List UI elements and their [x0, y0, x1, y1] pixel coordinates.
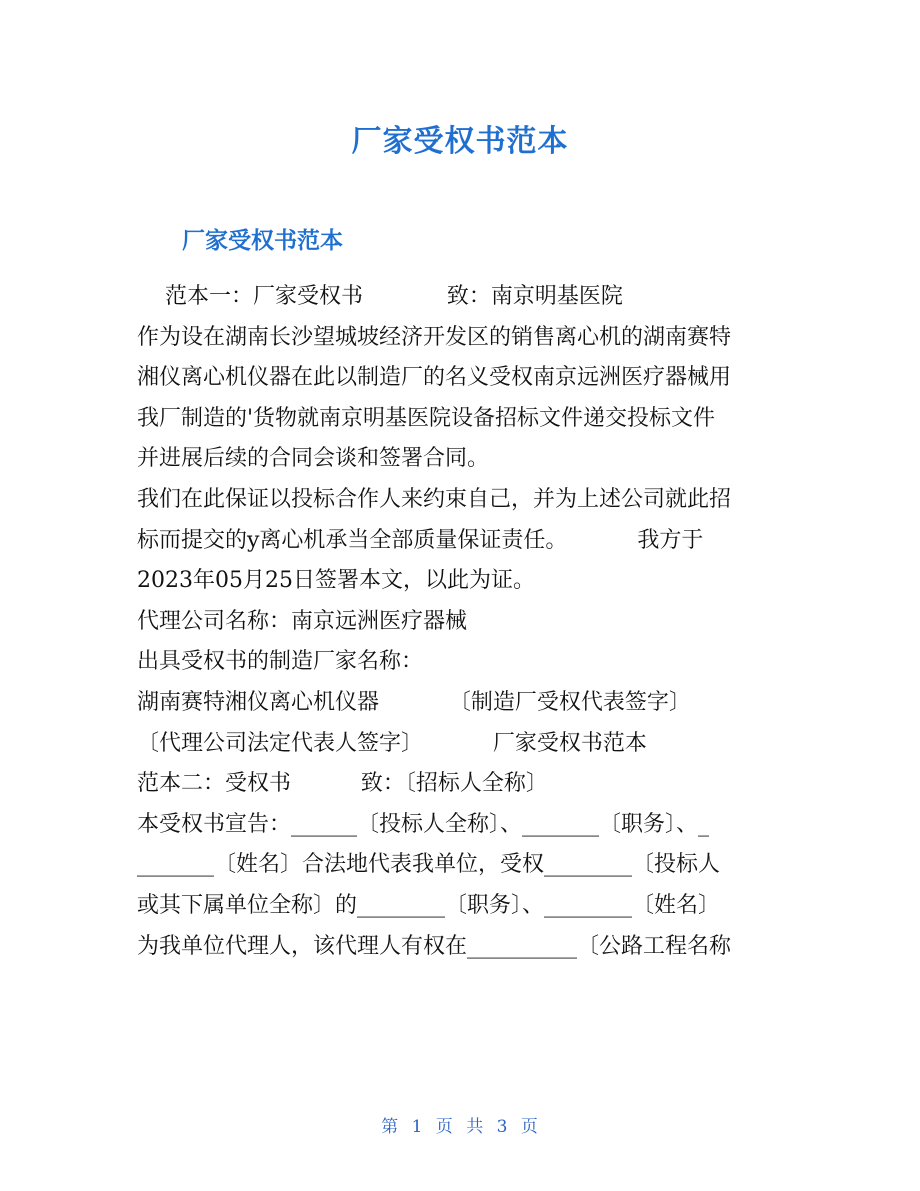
body-line: 湘仪离心机仪器在此以制造厂的名义受权南京远洲医疗器械用: [137, 365, 732, 391]
section-title: 厂家受权书范本: [182, 228, 343, 254]
page-label-prefix: 第: [381, 1117, 400, 1137]
page-total: 3: [496, 1117, 509, 1137]
document-title: 厂家受权书范本: [351, 124, 569, 159]
page-label-suffix: 页: [520, 1117, 539, 1137]
body-line: 2023年05月25日签署本文，以此为证。: [137, 568, 535, 594]
body-line: 并进展后续的合同会谈和签署合同。: [137, 446, 490, 472]
page-label-mid2: 共: [466, 1117, 485, 1137]
body-line: 作为设在湖南长沙望城坡经济开发区的销售离心机的湖南赛特: [137, 324, 732, 350]
body-line: 出具受权书的制造厂家名称：: [137, 649, 424, 675]
body-line: _______〔姓名〕合法地代表我单位，受权________〔投标人: [137, 852, 721, 878]
body-line: 〔代理公司法定代表人签字〕 厂家受权书范本: [137, 730, 647, 756]
body-line: 本受权书宣告：______〔投标人全称〕、_______〔职务〕、_: [137, 811, 710, 837]
body-line: 我厂制造的'货物就南京明基医院设备招标文件递交投标文件: [137, 405, 716, 431]
document-body: [137, 277, 787, 967]
page-label-mid1: 页: [435, 1117, 454, 1137]
body-line: 我们在此保证以投标合作人来约束自己，并为上述公司就此招: [137, 486, 732, 512]
body-line: 或其下属单位全称〕的________〔职务〕、________〔姓名〕: [137, 892, 721, 918]
body-line: 为我单位代理人，该代理人有权在__________〔公路工程名称: [137, 933, 732, 959]
body-line: 湖南赛特湘仪离心机仪器 〔制造厂受权代表签字〕: [137, 689, 691, 715]
page-footer: [0, 1112, 920, 1137]
page-current: 1: [411, 1117, 424, 1137]
body-line: 范本一：厂家受权书 致：南京明基医院: [137, 284, 623, 309]
body-line: 范本二：受权书 致：〔招标人全称〕: [137, 771, 548, 797]
body-line: 标而提交的y离心机承当全部质量保证责任。 我方于: [137, 527, 704, 553]
body-line: 代理公司名称：南京远洲医疗器械: [137, 608, 468, 634]
